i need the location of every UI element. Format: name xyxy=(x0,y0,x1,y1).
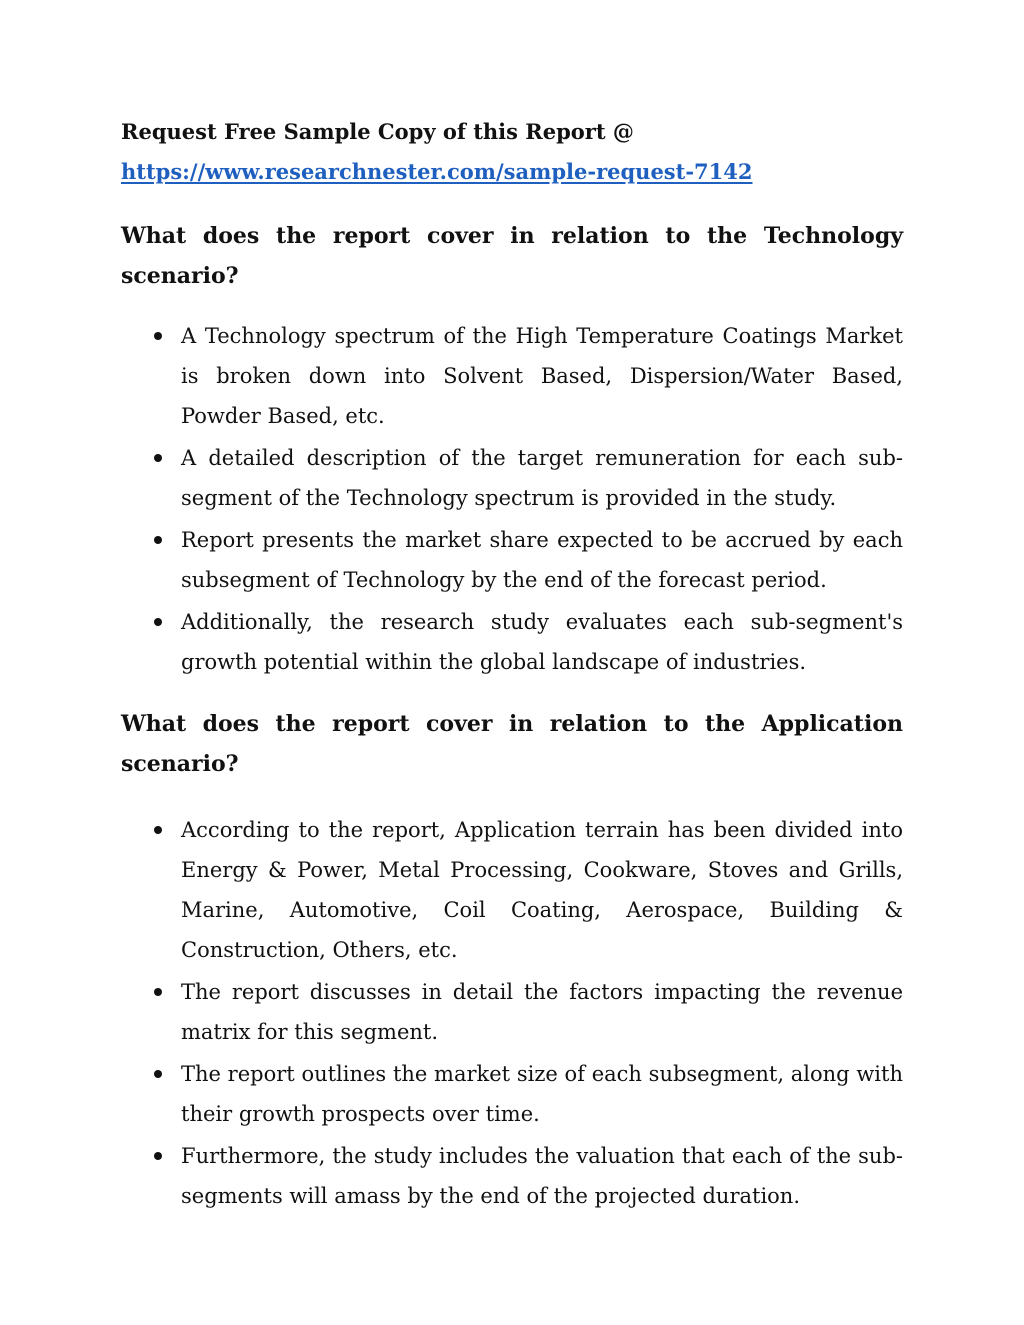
bullet-icon xyxy=(154,618,162,626)
list-item xyxy=(121,520,903,600)
list-item-text: A Technology spectrum of the High Temperature Coatings Market is broken down into Solvent Based, Dispersion/Water Based, Powder Based, etc. xyxy=(181,324,903,428)
list-item-text: The report discusses in detail the factors impacting the revenue matrix for this segment. xyxy=(181,980,903,1044)
sample-request-title: Request Free Sample Copy of this Report @ xyxy=(121,119,634,144)
bullet-icon xyxy=(154,1070,162,1078)
application-bullet-list xyxy=(121,810,903,1216)
list-item xyxy=(121,316,903,436)
list-item-text: Report presents the market share expected to be accrued by each subsegment of Technology by the end of the forecast period. xyxy=(181,528,903,592)
technology-bullet-list xyxy=(121,316,903,682)
list-item-text: Additionally, the research study evaluates each sub-segment's growth potential within the global landscape of industries. xyxy=(181,610,903,674)
bullet-icon xyxy=(154,1152,162,1160)
bullet-icon xyxy=(154,454,162,462)
document-page xyxy=(121,112,903,1218)
list-item xyxy=(121,810,903,970)
list-item xyxy=(121,1054,903,1134)
sample-request-link[interactable]: https://www.researchnester.com/sample-request-7142 xyxy=(121,159,753,184)
technology-section-heading: What does the report cover in relation to the Technology scenario? xyxy=(121,223,903,289)
bullet-icon xyxy=(154,536,162,544)
list-item xyxy=(121,438,903,518)
list-item xyxy=(121,972,903,1052)
list-item xyxy=(121,602,903,682)
application-section-heading: What does the report cover in relation to the Application scenario? xyxy=(121,711,903,777)
list-item-text: A detailed description of the target remuneration for each sub-segment of the Technology spectrum is provided in the study. xyxy=(181,446,903,510)
list-item-text: The report outlines the market size of each subsegment, along with their growth prospects over time. xyxy=(181,1062,903,1126)
bullet-icon xyxy=(154,826,162,834)
list-item xyxy=(121,1136,903,1216)
bullet-icon xyxy=(154,332,162,340)
bullet-icon xyxy=(154,988,162,996)
list-item-text: According to the report, Application terrain has been divided into Energy & Power, Metal Processing, Cookware, Stoves and Grills, Marine, Automotive, Coil Coating, Aerospace, Building & Construction, Others, etc. xyxy=(181,818,903,962)
list-item-text: Furthermore, the study includes the valuation that each of the sub-segments will amass by the end of the projected duration. xyxy=(181,1144,903,1208)
